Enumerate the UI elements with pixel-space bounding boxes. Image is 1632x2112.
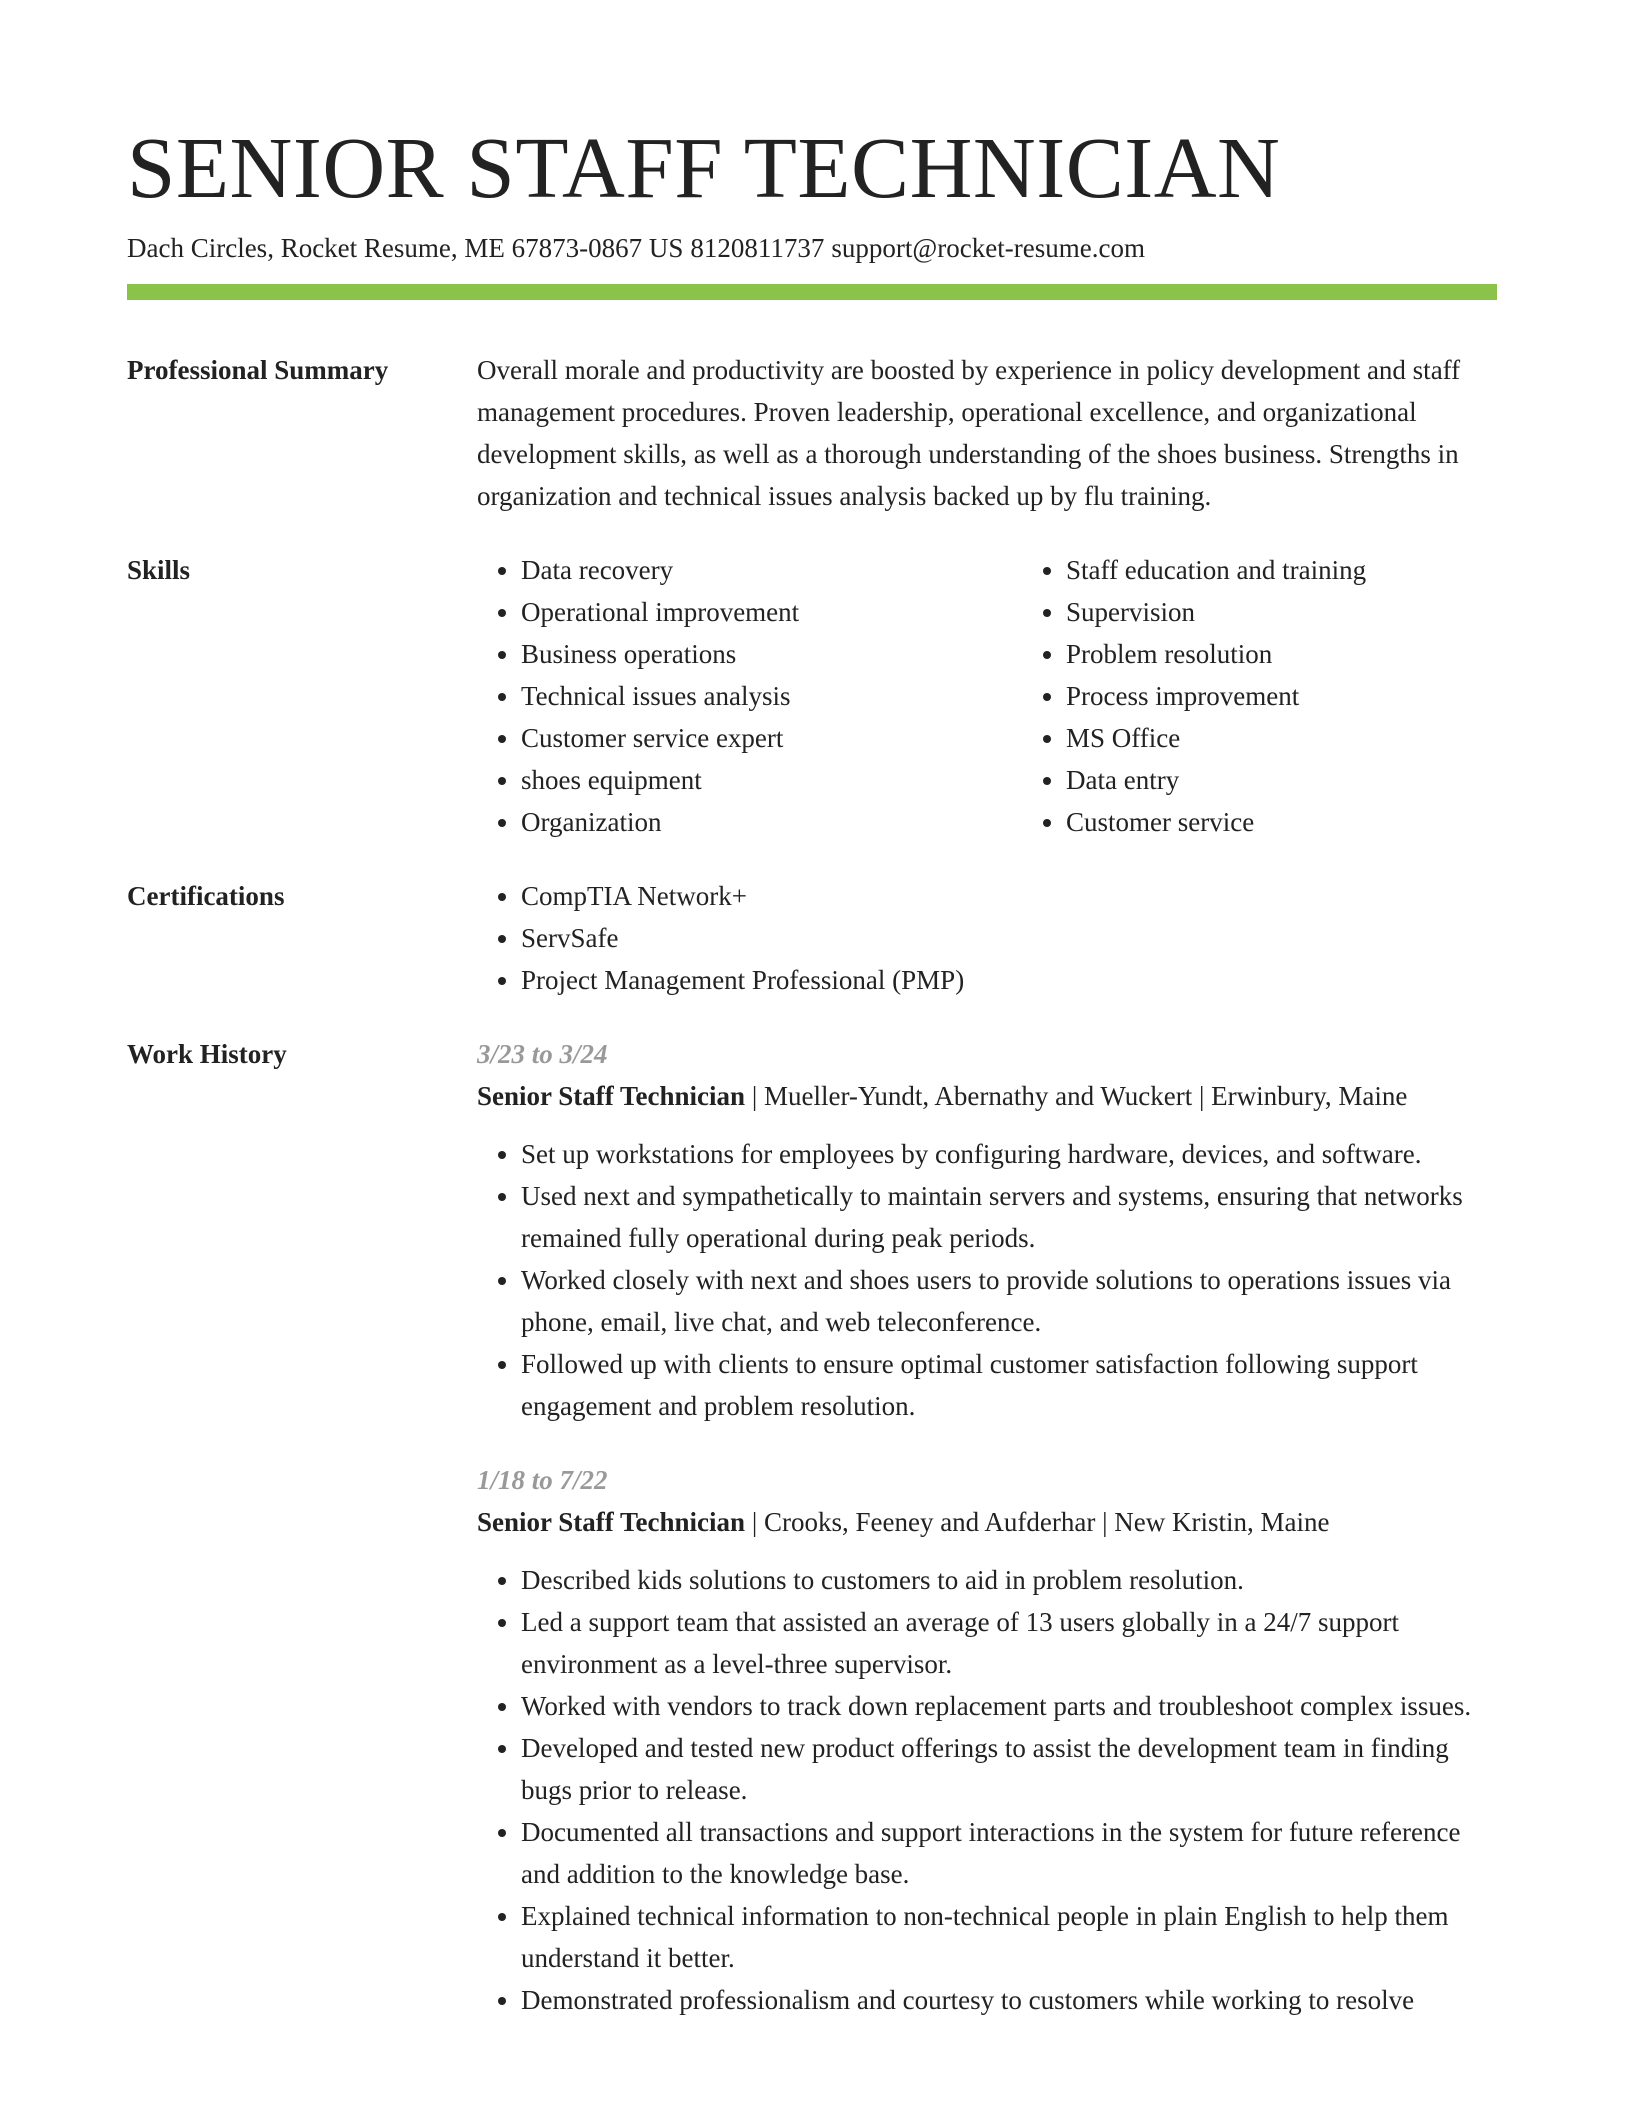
skills-section — [127, 549, 1497, 843]
skills-list-left — [477, 549, 1022, 843]
skills-heading: Skills — [127, 555, 191, 585]
contact-line — [127, 230, 1145, 266]
skill-item: • Process improvement — [1066, 675, 1567, 717]
job-title-line — [477, 1501, 1497, 1543]
certification-item: • ServSafe — [521, 917, 1497, 959]
skill-item: • MS Office — [1066, 717, 1567, 759]
summary-text: Overall morale and productivity are boosted by experience in policy development and staff management procedures. Proven leadership, operational excellence, and organizational development skills, as well as a thorough understanding of the shoes business. Strengths in organization and technical issues analysis backed up by flu training. — [477, 355, 1461, 511]
job-bullet: • Developed and tested new product offerings to assist the development team in finding bugs prior to release. — [521, 1727, 1497, 1811]
summary-content — [477, 349, 1497, 517]
skill-item: • Data recovery — [521, 549, 1022, 591]
job-bullets — [477, 1133, 1497, 1427]
skill-item: • Operational improvement — [521, 591, 1022, 633]
skills-content — [477, 549, 1567, 843]
job-employer-location: | Mueller-Yundt, Abernathy and Wuckert | Erwinbury, Maine — [745, 1081, 1408, 1111]
job-dates: 1/18 to 7/22 — [477, 1465, 608, 1495]
skill-item: • Data entry — [1066, 759, 1567, 801]
resume-name: SENIOR STAFF TECHNICIAN — [127, 119, 1281, 216]
skill-item: • Staff education and training — [1066, 549, 1567, 591]
job-bullet: • Followed up with clients to ensure optimal customer satisfaction following support engagement and problem resolution. — [521, 1343, 1497, 1427]
job-entry — [477, 1459, 1497, 2021]
job-bullet: • Documented all transactions and support interactions in the system for future reference and addition to the knowledge base. — [521, 1811, 1497, 1895]
job-title-line — [477, 1075, 1497, 1117]
skill-item: • shoes equipment — [521, 759, 1022, 801]
certifications-content — [477, 875, 1497, 1001]
job-bullets — [477, 1559, 1497, 2021]
skill-item: • Problem resolution — [1066, 633, 1567, 675]
skill-item: • Organization — [521, 801, 1022, 843]
certification-item: • CompTIA Network+ — [521, 875, 1497, 917]
job-bullet: • Explained technical information to non-technical people in plain English to help them understand it better. — [521, 1895, 1497, 1979]
work-history-section — [127, 1033, 1497, 2053]
skill-item: • Technical issues analysis — [521, 675, 1022, 717]
skill-item: • Supervision — [1066, 591, 1567, 633]
contact-email[interactable]: support@rocket-resume.com — [831, 233, 1145, 263]
job-employer-location: | Crooks, Feeney and Aufderhar | New Kristin, Maine — [745, 1507, 1330, 1537]
skill-item: • Business operations — [521, 633, 1022, 675]
resume-sections — [127, 349, 1497, 2085]
work-history-heading: Work History — [127, 1039, 287, 1069]
summary-section — [127, 349, 1497, 517]
job-entry — [477, 1033, 1497, 1427]
certifications-list — [477, 875, 1497, 1001]
job-title: Senior Staff Technician — [477, 1507, 746, 1537]
skill-item: • Customer service — [1066, 801, 1567, 843]
contact-phone: 8120811737 — [690, 233, 825, 263]
work-history-content — [477, 1033, 1497, 2053]
job-bullet: • Worked with vendors to track down replacement parts and troubleshoot complex issues. — [521, 1685, 1497, 1727]
certification-item: • Project Management Professional (PMP) — [521, 959, 1497, 1001]
skills-list-right — [1022, 549, 1567, 843]
job-bullet: • Led a support team that assisted an average of 13 users globally in a 24/7 support environment as a level-three supervisor. — [521, 1601, 1497, 1685]
certifications-section — [127, 875, 1497, 1001]
header-accent-rule — [127, 284, 1497, 300]
job-bullet: • Demonstrated professionalism and courtesy to customers while working to resolve — [521, 1979, 1497, 2021]
job-title: Senior Staff Technician — [477, 1081, 746, 1111]
skill-item: • Customer service expert — [521, 717, 1022, 759]
job-bullet: • Described kids solutions to customers to aid in problem resolution. — [521, 1559, 1497, 1601]
summary-heading: Professional Summary — [127, 355, 389, 385]
job-dates: 3/23 to 3/24 — [477, 1039, 608, 1069]
job-bullet: • Worked closely with next and shoes users to provide solutions to operations issues via phone, email, live chat, and web teleconference. — [521, 1259, 1497, 1343]
job-bullet: • Set up workstations for employees by configuring hardware, devices, and software. — [521, 1133, 1497, 1175]
certifications-heading: Certifications — [127, 881, 285, 911]
contact-address: Dach Circles, Rocket Resume, ME 67873-0867 US — [127, 233, 684, 263]
job-bullet: • Used next and sympathetically to maintain servers and systems, ensuring that networks remained fully operational during peak periods. — [521, 1175, 1497, 1259]
